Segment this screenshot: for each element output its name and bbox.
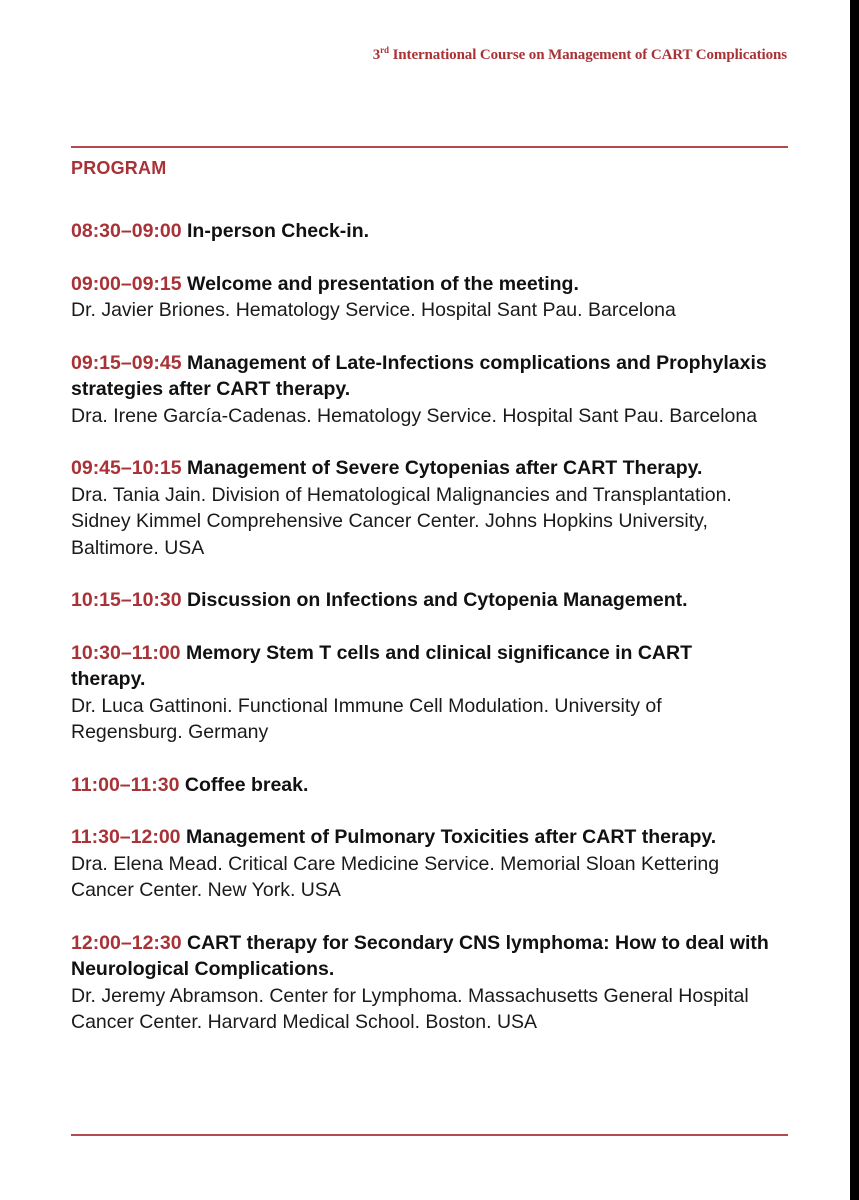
program-item-heading: [71, 824, 771, 851]
program-item-heading: [71, 930, 771, 983]
time-slot: 08:30–09:00: [71, 220, 182, 242]
session-title: Welcome and presentation of the meeting.: [187, 272, 579, 295]
top-divider: [71, 146, 788, 148]
program-item-heading: [71, 455, 771, 482]
session-title: Memory Stem T cells and clinical significance in CART therapy.: [71, 641, 693, 690]
time-slot: 11:00–11:30: [71, 773, 180, 796]
session-title: In-person Check-in.: [187, 220, 370, 242]
session-title: Coffee break.: [184, 773, 309, 796]
program-item: [71, 640, 771, 746]
program-item: [71, 218, 771, 245]
header-number: 3: [372, 47, 381, 63]
program-item-heading: [71, 587, 771, 614]
speaker-affiliation: Dr. Luca Gattinoni. Functional Immune Cell Modulation. University of Regensburg. Germany: [71, 694, 662, 743]
time-slot: 12:00–12:30: [71, 931, 182, 954]
program-item: [71, 587, 771, 614]
program-item: [71, 455, 771, 561]
program-item: [71, 930, 771, 1036]
speaker-affiliation: Dra. Elena Mead. Critical Care Medicine Service. Memorial Sloan Kettering Cancer Center. New York. USA: [71, 852, 720, 901]
time-slot: 11:30–12:00: [71, 826, 181, 848]
program-item: [71, 772, 771, 799]
course-header: [373, 47, 787, 64]
header-ordinal: rd: [380, 45, 389, 55]
program-item: [71, 271, 771, 324]
speaker-affiliation: Dra. Tania Jain. Division of Hematological Malignancies and Transplantation. Sidney Kimmel Comprehensive Cancer Center. Johns Hopkins University, Baltimore. USA: [71, 483, 732, 559]
session-title: Discussion on Infections and Cytopenia Management.: [187, 589, 688, 611]
session-title: CART therapy for Secondary CNS lymphoma: How to deal with Neurological Complications.: [71, 931, 769, 980]
header-title: International Course on Management of CART Complications: [388, 47, 787, 63]
section-title: PROGRAM: [71, 158, 167, 178]
program-item-heading: [71, 640, 771, 693]
program-list: [71, 218, 771, 1062]
time-slot: 10:15–10:30: [71, 589, 182, 611]
program-item: [71, 824, 771, 904]
time-slot: 10:30–11:00: [71, 641, 181, 664]
session-title: Management of Late-Infections complications and Prophylaxis strategies after CART therapy.: [71, 351, 767, 400]
bottom-divider: [71, 1134, 788, 1136]
program-item-heading: [71, 271, 771, 298]
program-item-heading: [71, 350, 771, 403]
speaker-affiliation: Dr. Javier Briones. Hematology Service. Hospital Sant Pau. Barcelona: [71, 299, 676, 321]
session-title: Management of Pulmonary Toxicities after CART therapy.: [185, 826, 717, 848]
program-item: [71, 350, 771, 430]
speaker-affiliation: Dra. Irene García-Cadenas. Hematology Service. Hospital Sant Pau. Barcelona: [71, 404, 758, 427]
program-item-heading: [71, 218, 771, 245]
time-slot: 09:00–09:15: [71, 272, 182, 295]
program-item-heading: [71, 772, 771, 799]
speaker-affiliation: Dr. Jeremy Abramson. Center for Lymphoma. Massachusetts General Hospital Cancer Center. Harvard Medical School. Boston. USA: [71, 984, 749, 1033]
session-title: Management of Severe Cytopenias after CART Therapy.: [187, 457, 703, 479]
time-slot: 09:45–10:15: [71, 457, 182, 479]
time-slot: 09:15–09:45: [71, 351, 182, 374]
